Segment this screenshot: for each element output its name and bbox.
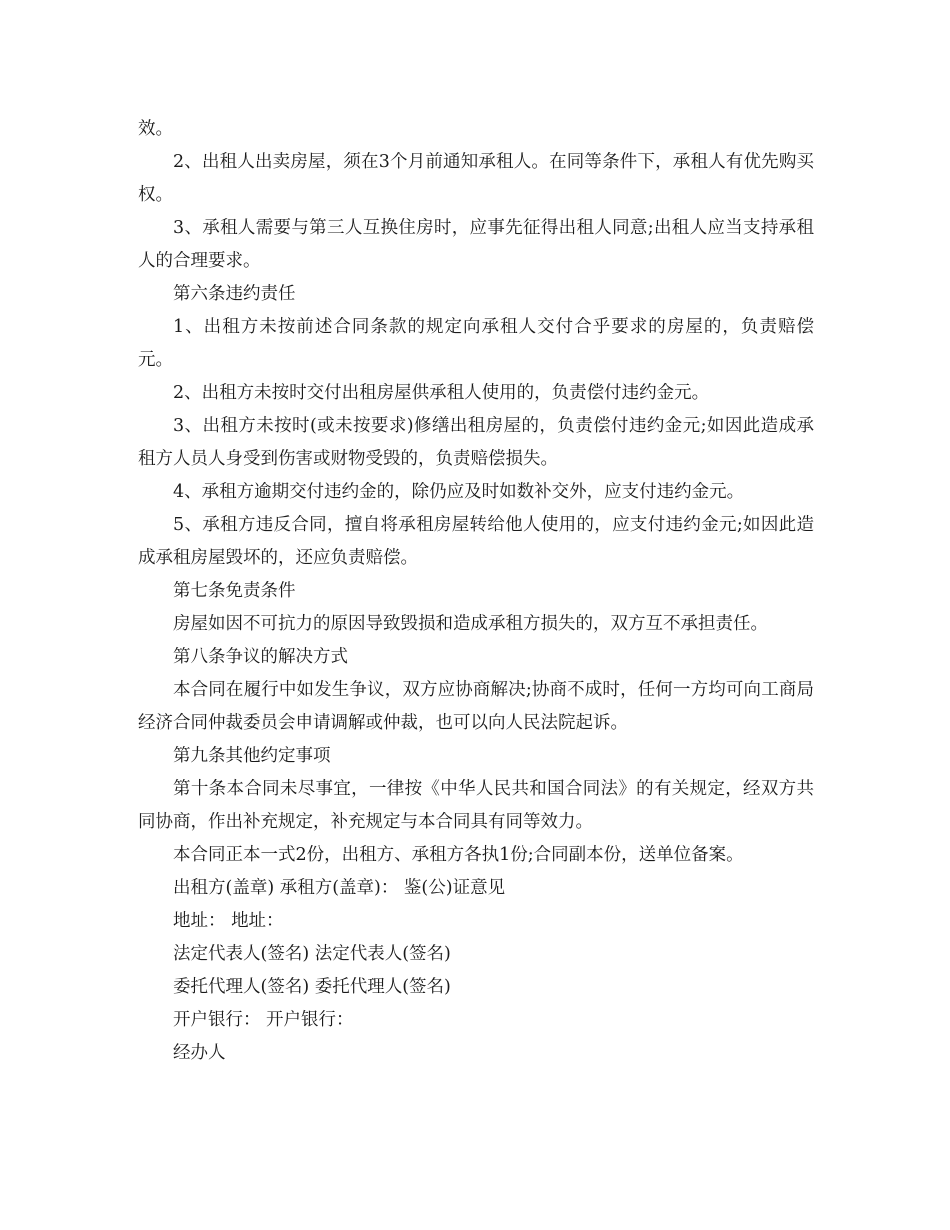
paragraph-article-6-item-3: 3、出租方未按时(或未按要求)修缮出租房屋的，负责偿付违约金元;如因此造成承租方人员人身受到伤害或财物受毁的，负责赔偿损失。 bbox=[138, 416, 814, 469]
paragraph-continuation: 效。 bbox=[138, 119, 173, 139]
signature-line-parties: 出租方(盖章) 承租方(盖章)： 鉴(公)证意见 bbox=[173, 878, 506, 898]
section-heading-article-9: 第九条其他约定事项 bbox=[173, 746, 331, 766]
paragraph-article-6-item-4: 4、承租方逾期交付违约金的，除仍应及时如数补交外，应支付违约金元。 bbox=[173, 482, 745, 502]
section-heading-article-7: 第七条免责条件 bbox=[173, 581, 296, 601]
paragraph-article-8-body: 本合同在履行中如发生争议，双方应协商解决;协商不成时，任何一方均可向工商局经济合同仲裁委员会申请调解或仲裁，也可以向人民法院起诉。 bbox=[138, 680, 814, 733]
signature-line-agent: 委托代理人(签名) 委托代理人(签名) bbox=[173, 977, 451, 997]
paragraph-clause-3: 3、承租人需要与第三人互换住房时，应事先征得出租人同意;出租人应当支持承租人的合理要求。 bbox=[138, 218, 814, 271]
section-heading-article-8: 第八条争议的解决方式 bbox=[173, 647, 348, 667]
paragraph-clause-2: 2、出租人出卖房屋，须在3个月前通知承租人。在同等条件下，承租人有优先购买权。 bbox=[138, 152, 814, 205]
document-body bbox=[138, 113, 814, 1070]
signature-line-address: 地址： 地址： bbox=[173, 911, 284, 931]
paragraph-copies: 本合同正本一式2份，出租方、承租方各执1份;合同副本份，送单位备案。 bbox=[173, 845, 744, 865]
paragraph-article-6-item-5: 5、承租方违反合同，擅自将承租房屋转给他人使用的，应支付违约金元;如因此造成承租房屋毁坏的，还应负责赔偿。 bbox=[138, 515, 814, 568]
section-heading-article-6: 第六条违约责任 bbox=[173, 284, 296, 304]
signature-line-bank: 开户银行： 开户银行： bbox=[173, 1010, 354, 1030]
signature-line-handler: 经办人 bbox=[173, 1043, 226, 1063]
paragraph-article-6-item-1: 1、出租方未按前述合同条款的规定向承租人交付合乎要求的房屋的，负责赔偿元。 bbox=[138, 317, 814, 370]
paragraph-article-7-body: 房屋如因不可抗力的原因导致毁损和造成承租方损失的，双方互不承担责任。 bbox=[173, 614, 768, 634]
paragraph-article-6-item-2: 2、出租方未按时交付出租房屋供承租人使用的，负责偿付违约金元。 bbox=[173, 383, 710, 403]
signature-line-legal-rep: 法定代表人(签名) 法定代表人(签名) bbox=[173, 944, 451, 964]
paragraph-article-10: 第十条本合同未尽事宜，一律按《中华人民共和国合同法》的有关规定，经双方共同协商，作出补充规定，补充规定与本合同具有同等效力。 bbox=[138, 779, 814, 832]
